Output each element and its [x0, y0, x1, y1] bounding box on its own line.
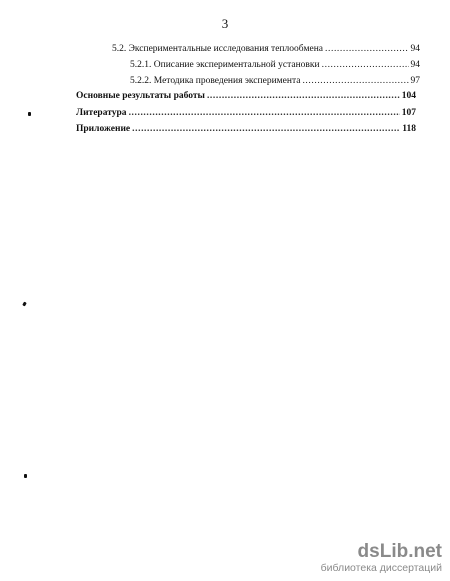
toc-leader-dots — [129, 107, 400, 119]
page-number: 3 — [221, 16, 229, 31]
toc-entry-page: 104 — [401, 91, 416, 101]
toc-entry-page: 94 — [410, 60, 420, 70]
scan-mark — [24, 474, 27, 478]
toc-entry-appendix — [76, 123, 416, 135]
scan-mark — [28, 112, 31, 116]
watermark-tagline: библиотека диссертаций — [320, 562, 442, 574]
toc-entry-main-results — [76, 90, 416, 102]
toc-entry-label: 5.2. Экспериментальные исследования теплообмена — [112, 44, 324, 54]
toc-entry-literature — [76, 107, 416, 119]
toc-leader-dots — [325, 43, 408, 55]
toc-entry-page: 94 — [410, 44, 420, 54]
toc-leader-dots — [302, 75, 408, 87]
toc-entry-label: Приложение — [76, 124, 131, 134]
toc-entry-page: 118 — [402, 124, 416, 134]
watermark — [321, 542, 442, 575]
toc-entry-5-2-2 — [130, 75, 420, 87]
toc-leader-dots — [322, 59, 409, 71]
toc-entry-label: 5.2.2. Методика проведения эксперимента — [130, 76, 301, 86]
scan-mark — [22, 302, 27, 307]
toc-entry-5-2 — [112, 43, 420, 55]
toc-entry-label: Литература — [76, 108, 127, 118]
toc-entry-page: 97 — [410, 76, 420, 86]
toc-entry-page: 107 — [401, 108, 416, 118]
toc-entry-label: Основные результаты работы — [76, 91, 205, 101]
toc-leader-dots — [207, 90, 400, 102]
watermark-logo: dsLib.net — [357, 541, 442, 562]
toc-entry-label: 5.2.1. Описание экспериментальной установки — [130, 60, 320, 70]
toc-leader-dots — [132, 123, 400, 135]
toc-entry-5-2-1 — [130, 59, 420, 71]
